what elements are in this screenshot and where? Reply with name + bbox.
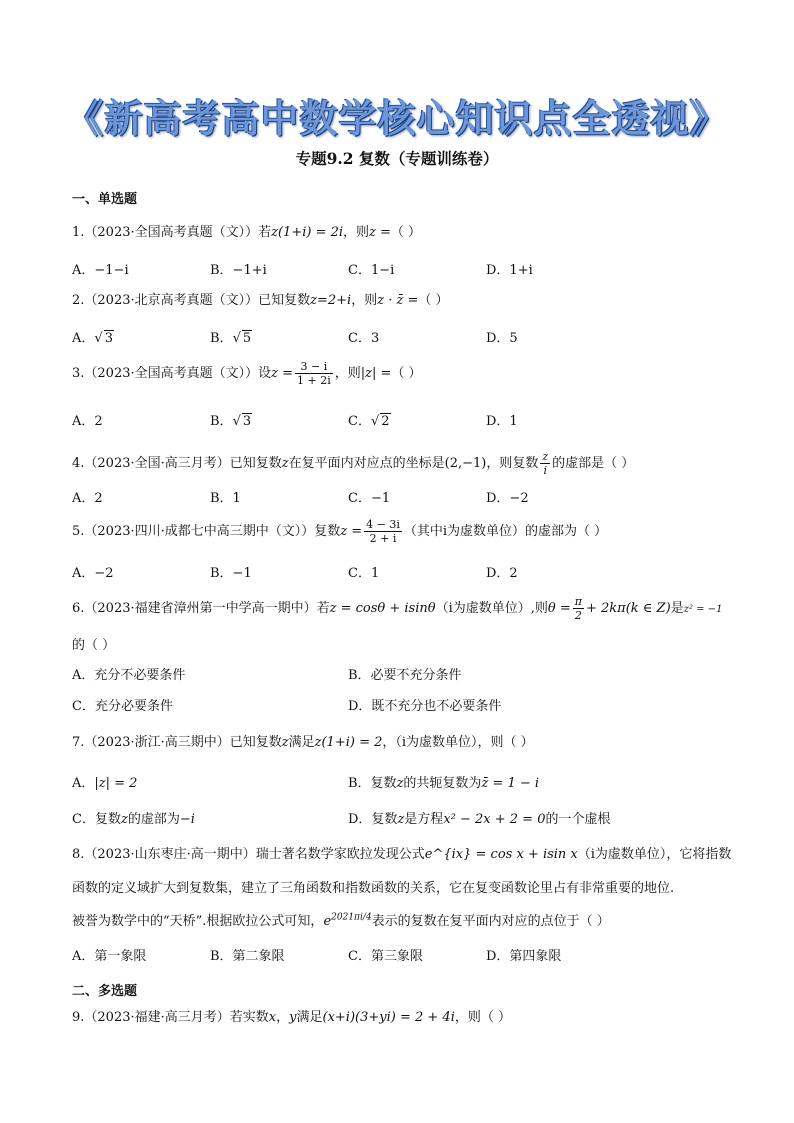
option-a[interactable]: A．2: [72, 491, 103, 506]
fraction: $\frac{3 - i}{1 + 2i}$: [297, 360, 331, 387]
option-a[interactable]: A．|z| = 2: [72, 776, 138, 791]
option-b[interactable]: B．1: [210, 491, 241, 506]
option-b[interactable]: B．复数z的共轭复数为z̄ = 1 − i: [348, 776, 540, 791]
question-7: 7.（2023·浙江·高三期中）已知复数z满足z(1+i) = 2，（i为虚数单位），则（ ）: [72, 735, 534, 750]
question-1: 1.（2023·全国高考真题（文））若z(1+i) = 2i，则z =（ ）: [72, 225, 422, 240]
option-d[interactable]: D．第四象限: [486, 949, 562, 964]
question-8-line3: 被誉为数学中的“天桥”.根据欧拉公式可知，$e^{2021\pi i/4}$表示的复数在复平面内对应的点位于（ ）: [72, 912, 610, 929]
question-8-line2: 函数的定义域扩大到复数集，建立了三角函数和指数函数的关系，它在复变函数论里占有非常重要的地位.: [72, 881, 675, 896]
question-3: 3.（2023·全国高考真题（文））设z = $\frac{3 - i}{1 + 2i}$ ，则|z| =（ ）: [72, 360, 422, 387]
fraction: $\frac{\pi}{2}$: [574, 595, 582, 622]
option-b[interactable]: B．√ 5: [210, 331, 252, 346]
option-d[interactable]: D．既不充分也不必要条件: [348, 699, 502, 714]
option-c[interactable]: C．第三象限: [348, 949, 423, 964]
fraction: $\frac{z}{i}$: [542, 450, 549, 477]
question-4: 4.（2023·全国·高三月考）已知复数z在复平面内对应点的坐标是(2,−1)，则复数 $\frac{z}{i}$ 的虚部是（ ）: [72, 450, 635, 477]
question-9: 9.（2023·福建·高三月考）若实数x，y满足(x+i)(3+yi) = 2 + 4i，则（ ）: [72, 1010, 511, 1025]
option-a[interactable]: A．第一象限: [72, 949, 147, 964]
question-8: 8.（2023·山东枣庄·高一期中）瑞士著名数学家欧拉发现公式e^{ix} = cos x + isin x（i为虚数单位），它将指数: [72, 847, 732, 862]
option-a[interactable]: A．充分不必要条件: [72, 668, 186, 683]
option-c[interactable]: C．复数z的虚部为−i: [72, 812, 195, 827]
option-a[interactable]: A．2: [72, 414, 103, 429]
option-a[interactable]: A．−1−i: [72, 263, 129, 278]
option-b[interactable]: B．−1+i: [210, 263, 267, 278]
option-b[interactable]: B．第二象限: [210, 949, 285, 964]
section-heading-multiple-choice: 二、多选题: [72, 984, 138, 999]
book-banner-title: 《新高考高中数学核心知识点全透视》: [65, 97, 729, 141]
option-a[interactable]: A．√ 3: [72, 331, 113, 346]
section-heading-single-choice: 一、单选题: [72, 192, 138, 207]
option-c[interactable]: C．−1: [348, 491, 391, 506]
option-d[interactable]: D．复数z是方程x² − 2x + 2 = 0的一个虚根: [348, 812, 611, 827]
option-b[interactable]: B．√ 3: [210, 414, 252, 429]
option-c[interactable]: C．√ 2: [348, 414, 390, 429]
fraction: $\frac{4 - 3i}{2 + i}$: [366, 518, 400, 545]
option-c[interactable]: C．3: [348, 331, 380, 346]
option-a[interactable]: A．−2: [72, 566, 114, 581]
option-c[interactable]: C．充分必要条件: [72, 699, 173, 714]
option-b[interactable]: B．必要不充分条件: [348, 668, 462, 683]
option-c[interactable]: C．1−i: [348, 263, 395, 278]
option-d[interactable]: D．−2: [486, 491, 529, 506]
option-d[interactable]: D．1: [486, 414, 518, 429]
option-b[interactable]: B．−1: [210, 566, 252, 581]
question-5: 5.（2023·四川·成都七中高三期中（文））复数z = $\frac{4 - 3i}{2 + i}$ （其中i为虚数单位）的虚部为（ ）: [72, 518, 608, 545]
option-d[interactable]: D．2: [486, 566, 518, 581]
question-6: 6.（2023·福建省漳州第一中学高一期中）若z = cosθ + isinθ（i为虚数单位）,则θ = $\frac{\pi}{2}$ + 2kπ(k ∈ Z)是z² = −1: [72, 595, 723, 622]
question-6-continued: 的（ ）: [72, 638, 116, 653]
option-d[interactable]: D．5: [486, 331, 518, 346]
option-c[interactable]: C．1: [348, 566, 380, 581]
page-title: 专题9.2 复数（专题训练卷）: [295, 149, 499, 168]
question-2: 2.（2023·北京高考真题（文））已知复数z=2+i，则z · z̄ =（ ）: [72, 293, 449, 308]
option-d[interactable]: D．1+i: [486, 263, 533, 278]
